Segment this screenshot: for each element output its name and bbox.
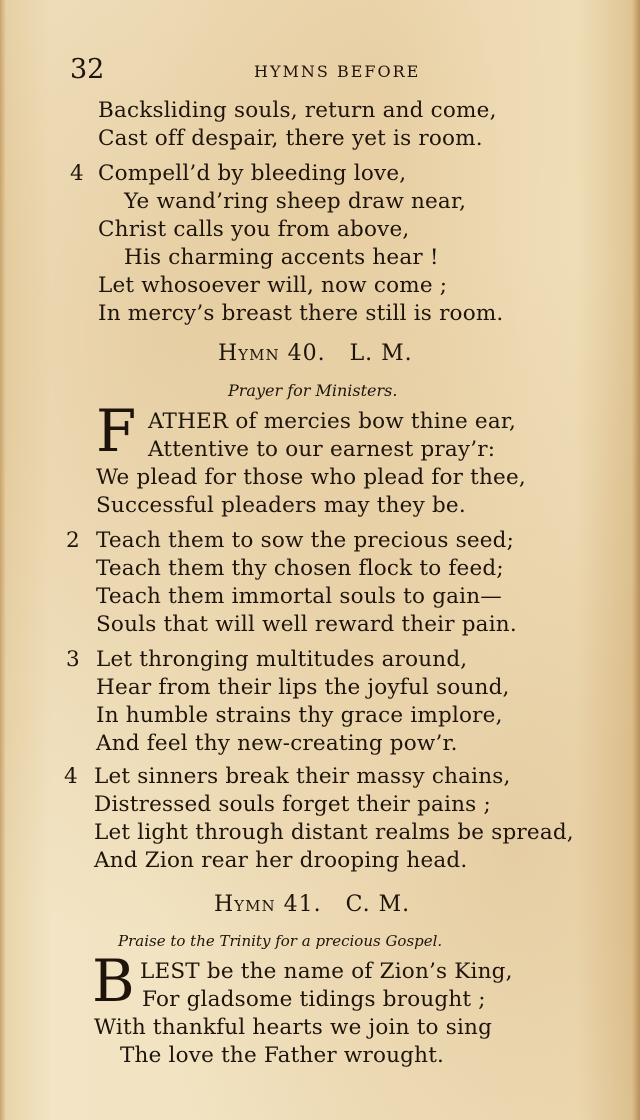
verse-line: Teach them to sow the precious seed; [96,528,515,553]
verse-line: ATHER of mercies bow thine ear, [148,409,516,434]
verse-number: 4 [64,764,78,789]
verse-line: Teach them immortal souls to gain— [96,584,502,609]
verse-line: In humble strains thy grace implore, [96,703,503,728]
verse-line: Ye wand’ring sheep draw near, [124,189,467,214]
verse-line: Let thronging multitudes around, [96,647,468,672]
running-head: HYMNS BEFORE [254,62,421,81]
verse-line: Christ calls you from above, [98,217,410,242]
verse-line: Souls that will well reward their pain. [96,612,517,637]
page-edge-right [632,0,640,1120]
verse-line: Let whosoever will, now come ; [98,273,448,298]
verse-line: We plead for those who plead for thee, [96,465,526,490]
hymn-word: Hymn [214,892,276,917]
hymn-41-title [214,890,410,920]
verse-line: With thankful hearts we join to sing [94,1015,493,1040]
hymn-40-title [218,339,413,369]
page-number: 32 [70,54,105,85]
hymn-word: Hymn [218,341,280,366]
verse-number: 2 [66,528,80,553]
verse-line: Attentive to our earnest pray’r: [148,437,496,462]
verse-line: Let sinners break their massy chains, [94,764,511,789]
hymn-40-subtitle: Prayer for Ministers. [228,381,398,400]
page-header [70,54,590,90]
verse-line: For gladsome tidings brought ; [142,987,486,1012]
verse-line: Teach them thy chosen flock to feed; [96,556,504,581]
drop-cap: F [96,397,137,465]
verse-line: And feel thy new-creating pow’r. [96,731,458,756]
verse-line: LEST be the name of Zion’s King, [140,959,513,984]
verse-line: The love the Father wrought. [120,1043,445,1068]
hymn-41-subtitle: Praise to the Trinity for a precious Gospel. [118,932,443,950]
verse-number: 4 [70,161,84,186]
verse-line: Compell’d by bleeding love, [98,161,407,186]
verse-line: Cast off despair, there yet is room. [98,126,483,151]
verse-line: Backsliding souls, return and come, [98,98,497,123]
hymn-metre: C. M. [345,892,411,917]
hymn-number: 41. [283,892,322,917]
verse-line: Let light through distant realms be spread, [94,820,574,845]
verse-line: And Zion rear her drooping head. [94,848,468,873]
drop-cap: B [92,947,135,1015]
hymn-number: 40. [287,341,326,366]
verse-number: 3 [66,647,80,672]
page-edge-left [0,0,6,1120]
verse-line: Distressed souls forget their pains ; [94,792,491,817]
verse-line: Hear from their lips the joyful sound, [96,675,510,700]
verse-line: Successful pleaders may they be. [96,493,466,518]
verse-line: In mercy’s breast there still is room. [98,301,504,326]
verse-line: His charming accents hear ! [124,245,439,270]
hymn-metre: L. M. [349,341,413,366]
